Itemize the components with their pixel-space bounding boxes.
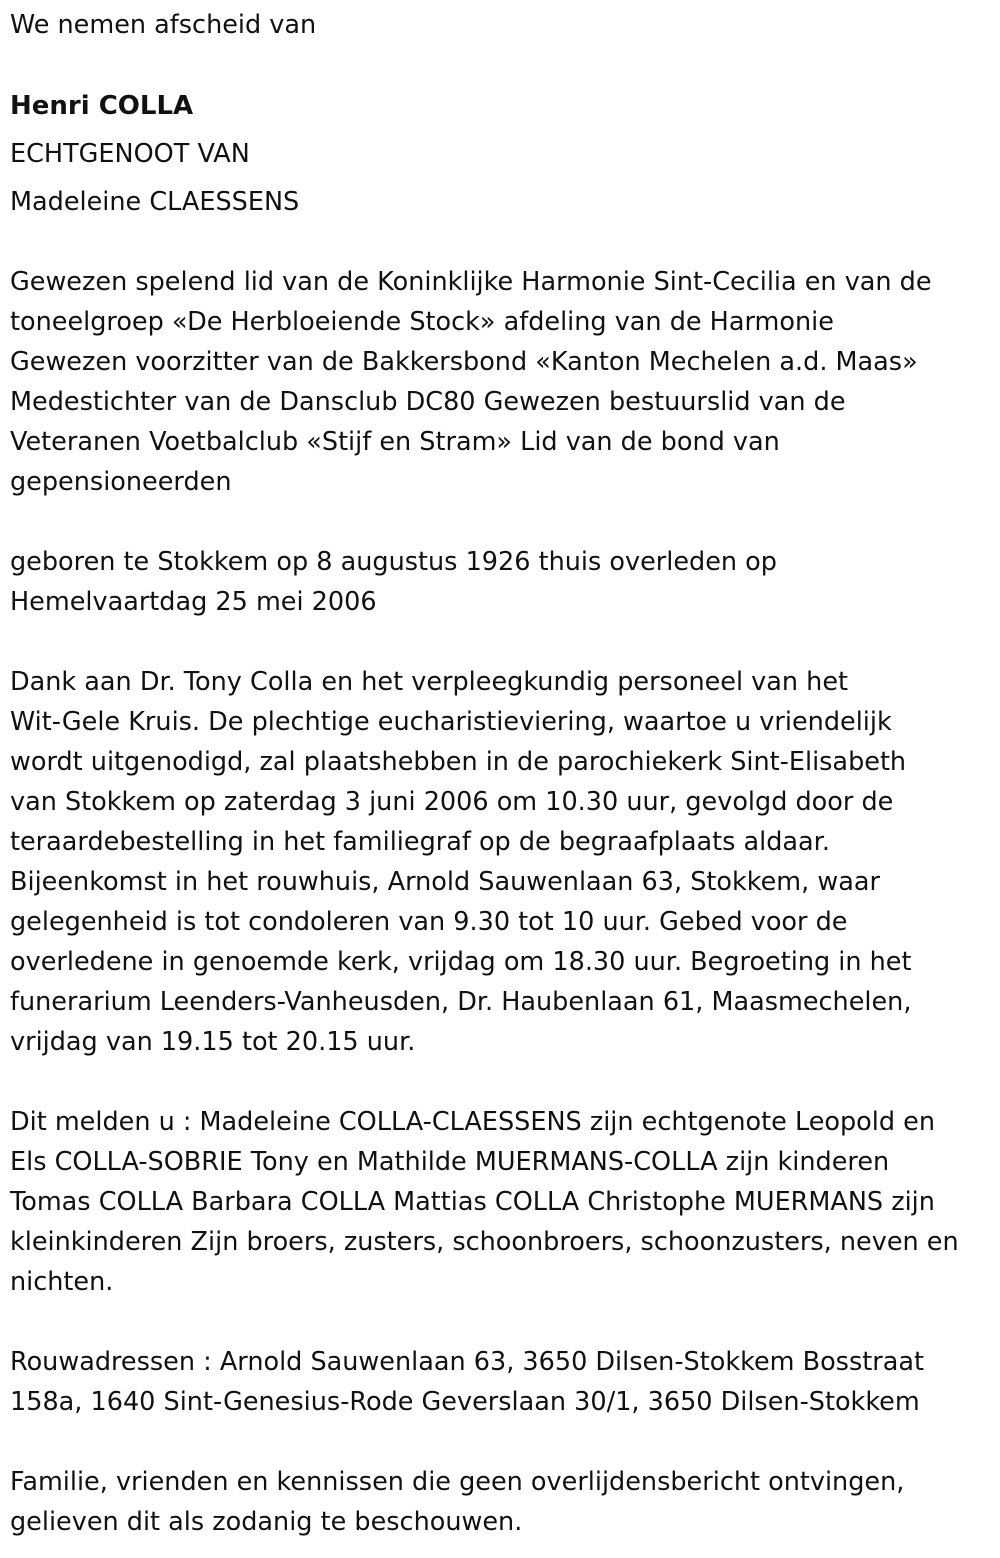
closing-line: Familie, vrienden en kennissen die geen overlijdensbericht ontvingen, — [10, 1467, 905, 1497]
family-line: Dit melden u : Madeleine COLLA-CLAESSENS zijn echtgenote Leopold en — [10, 1107, 936, 1137]
address-line: 158a, 1640 Sint-Genesius-Rode Geverslaan 30/1, 3650 Dilsen-Stokkem — [10, 1387, 920, 1417]
biography-line: gepensioneerden — [10, 467, 232, 497]
dates-line: Hemelvaartdag 25 mei 2006 — [10, 587, 377, 617]
closing-paragraph — [10, 1462, 904, 1542]
service-line: Dank aan Dr. Tony Colla en het verpleegkundig personeel van het — [10, 667, 849, 697]
family-paragraph — [10, 1102, 959, 1302]
closing-line: gelieven dit als zodanig te beschouwen. — [10, 1507, 523, 1537]
biography-line: Gewezen spelend lid van de Koninklijke Harmonie Sint-Cecilia en van de — [10, 267, 932, 297]
service-line: funerarium Leenders-Vanheusden, Dr. Haubenlaan 61, Maasmechelen, — [10, 987, 912, 1017]
addresses-paragraph — [10, 1342, 924, 1422]
biography-line: toneelgroep «De Herbloeiende Stock» afdeling van de Harmonie — [10, 307, 834, 337]
dates-line: geboren te Stokkem op 8 augustus 1926 thuis overleden op — [10, 547, 777, 577]
relation-label: ECHTGENOOT VAN — [10, 139, 250, 169]
biography-line: Medestichter van de Dansclub DC80 Gewezen bestuurslid van de — [10, 387, 846, 417]
biography-line: Veteranen Voetbalclub «Stijf en Stram» Lid van de bond van — [10, 427, 780, 457]
dates-paragraph — [10, 542, 777, 622]
family-line: Tomas COLLA Barbara COLLA Mattias COLLA Christophe MUERMANS zijn — [10, 1187, 935, 1217]
service-line: wordt uitgenodigd, zal plaatshebben in de parochiekerk Sint-Elisabeth — [10, 747, 907, 777]
spouse-name: Madeleine CLAESSENS — [10, 187, 300, 217]
intro-text: We nemen afscheid van — [10, 10, 317, 40]
service-paragraph — [10, 662, 911, 1062]
service-line: vrijdag van 19.15 tot 20.15 uur. — [10, 1027, 416, 1057]
service-line: Bijeenkomst in het rouwhuis, Arnold Sauwenlaan 63, Stokkem, waar — [10, 867, 880, 897]
address-line: Rouwadressen : Arnold Sauwenlaan 63, 3650 Dilsen-Stokkem Bosstraat — [10, 1347, 924, 1377]
family-line: nichten. — [10, 1267, 114, 1297]
service-line: Wit-Gele Kruis. De plechtige eucharistieviering, waartoe u vriendelijk — [10, 707, 892, 737]
service-line: teraardebestelling in het familiegraf op de begraafplaats aldaar. — [10, 827, 830, 857]
family-line: Els COLLA-SOBRIE Tony en Mathilde MUERMANS-COLLA zijn kinderen — [10, 1147, 890, 1177]
deceased-name: Henri COLLA — [10, 91, 194, 121]
biography-paragraph — [10, 262, 932, 502]
service-line: gelegenheid is tot condoleren van 9.30 tot 10 uur. Gebed voor de — [10, 907, 848, 937]
biography-line: Gewezen voorzitter van de Bakkersbond «Kanton Mechelen a.d. Maas» — [10, 347, 918, 377]
service-line: overledene in genoemde kerk, vrijdag om 18.30 uur. Begroeting in het — [10, 947, 912, 977]
family-line: kleinkinderen Zijn broers, zusters, schoonbroers, schoonzusters, neven en — [10, 1227, 959, 1257]
service-line: van Stokkem op zaterdag 3 juni 2006 om 10.30 uur, gevolgd door de — [10, 787, 894, 817]
